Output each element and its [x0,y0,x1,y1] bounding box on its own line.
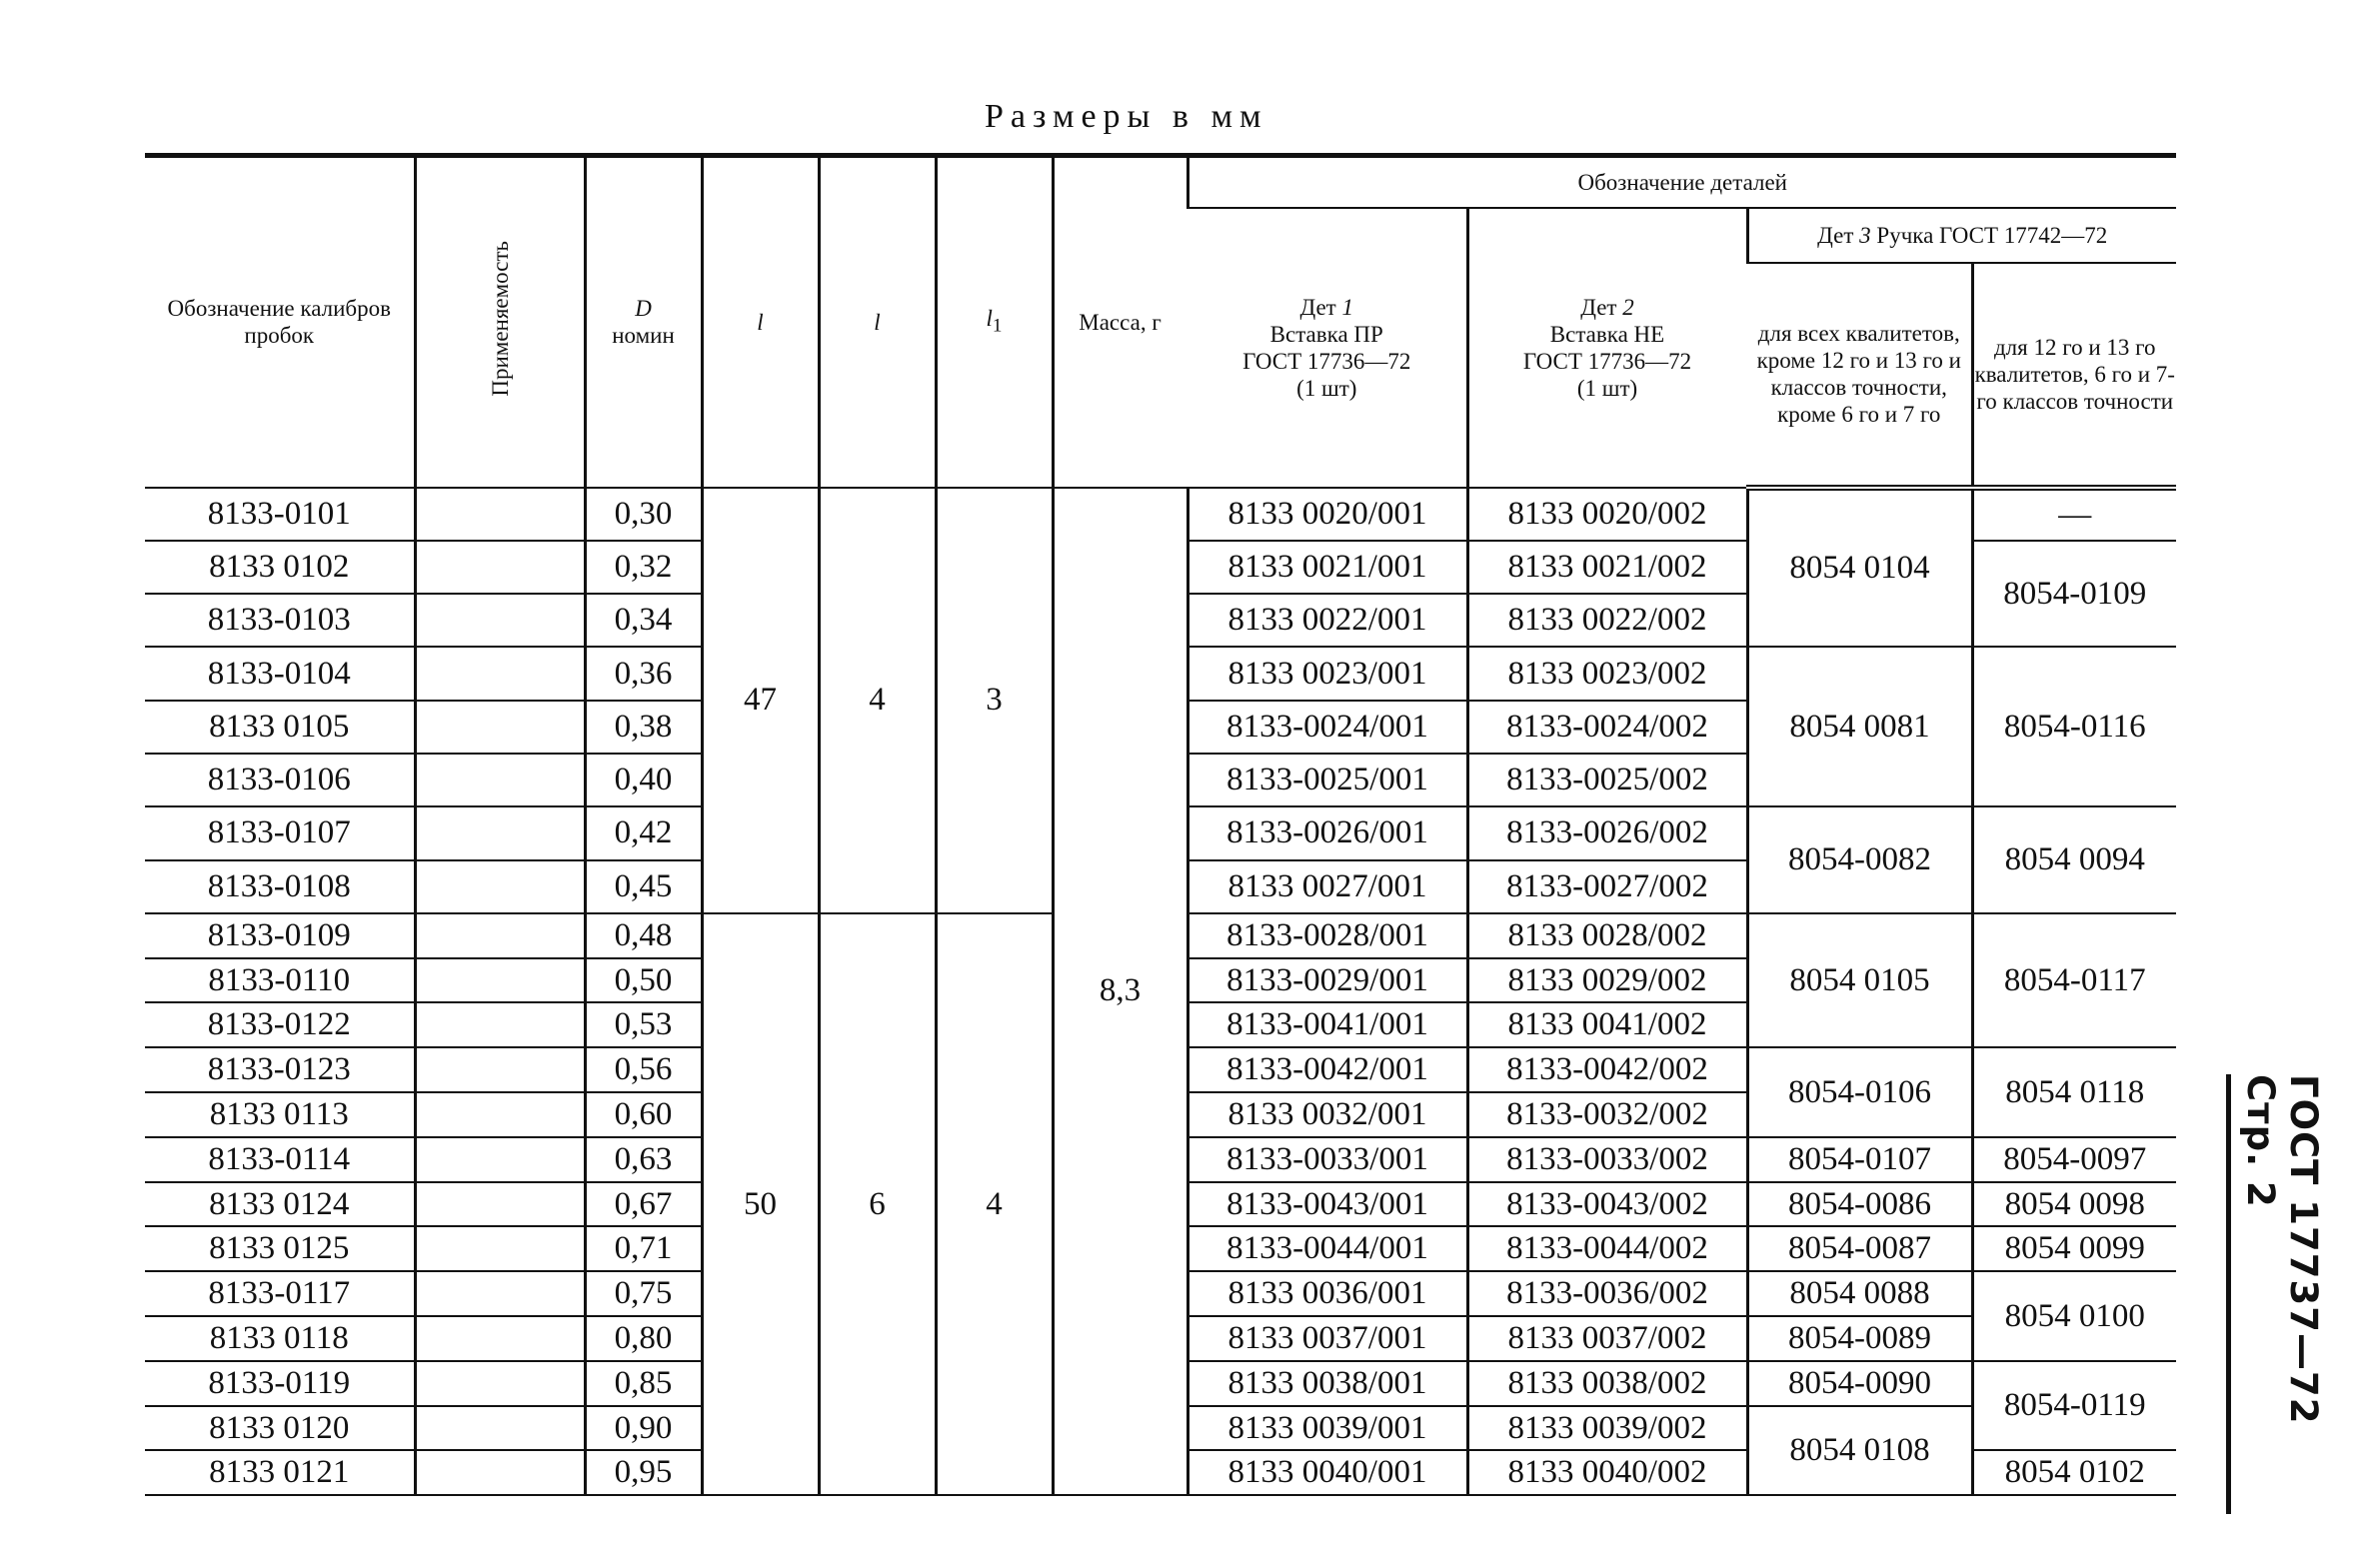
part2-code: 8133-0033/002 [1467,1137,1747,1182]
part1-code: 8133-0024/001 [1187,701,1467,754]
standard-page-number: ГОСТ 17737—72 Стр. 2 [2239,1074,2325,1425]
part2-code: 8133-0027/002 [1467,860,1747,913]
diameter-cell: 0,30 [585,488,702,541]
handle-12-code: 8054-0116 [1972,647,2176,806]
handle-12-code: — [1972,488,2176,541]
part2-code: 8133 0020/002 [1467,488,1747,541]
gauge-code: 8133-0114 [145,1137,415,1182]
part1-code: 8133-0028/001 [1187,913,1467,958]
diameter-cell: 0,45 [585,860,702,913]
header-part3-num: 3 [1859,222,1871,248]
gauge-code: 8133-0101 [145,488,415,541]
header-d-sub: номин [612,323,675,349]
handle-12-code: 8054 0118 [1972,1047,2176,1137]
header-length-l: l [702,156,819,488]
handle-12-code: 8054 0099 [1972,1226,2176,1271]
applicability-cell [415,806,585,859]
part2-code: 8133 0041/002 [1467,1002,1747,1047]
header-part1-name: Вставка ПР [1269,321,1383,347]
gauge-code: 8133 0102 [145,541,415,594]
applicability-cell [415,701,585,754]
applicability-cell [415,860,585,913]
handle-all-code: 8054 0088 [1747,1271,1972,1316]
applicability-cell [415,1361,585,1406]
gauge-code: 8133-0123 [145,1047,415,1092]
table-row [145,488,2176,541]
header-l1-sub: 1 [992,315,1003,337]
handle-all-code: 8054 0105 [1747,913,1972,1047]
part1-code: 8133 0036/001 [1187,1271,1467,1316]
applicability-cell [415,1092,585,1137]
header-part1-num: 1 [1341,294,1353,320]
header-part1-qty: (1 шт) [1296,375,1357,401]
header-length-small-l: l [819,156,936,488]
gauge-code: 8133 0124 [145,1182,415,1227]
handle-12-code: 8054 0102 [1972,1450,2176,1495]
header-part2-label: Дет [1580,294,1623,320]
header-part2-standard: ГОСТ 17736—72 [1522,348,1692,374]
handle-12-code: 8054 0098 [1972,1182,2176,1227]
gauge-code: 8133-0104 [145,647,415,700]
applicability-cell [415,913,585,958]
applicability-cell [415,1182,585,1227]
diameter-cell: 0,32 [585,541,702,594]
applicability-cell [415,754,585,806]
header-length-l1 [936,156,1053,488]
part2-code: 8133 0037/002 [1467,1316,1747,1361]
mass-cell: 8,3 [1053,488,1187,1496]
applicability-cell [415,1137,585,1182]
part2-code: 8133 0022/002 [1467,594,1747,647]
part1-code: 8133-0025/001 [1187,754,1467,806]
part2-code: 8133-0044/002 [1467,1226,1747,1271]
length-l-cell: 50 [702,913,819,1495]
gauge-code: 8133-0107 [145,806,415,859]
header-handle-12: для 12 го и 13 го квалитетов, 6 го и 7-го классов точности [1972,263,2176,488]
part2-code: 8133-0042/002 [1467,1047,1747,1092]
header-part3-name: Ручка ГОСТ 17742—72 [1870,222,2108,248]
handle-all-code: 8054 0108 [1747,1406,1972,1496]
header-part2-qty: (1 шт) [1576,375,1638,401]
applicability-cell [415,958,585,1003]
part2-code: 8133 0021/002 [1467,541,1747,594]
handle-all-code: 8054-0082 [1747,806,1972,913]
header-d-symbol: D [635,296,652,322]
diameter-cell: 0,67 [585,1182,702,1227]
part2-code: 8133 0038/002 [1467,1361,1747,1406]
part1-code: 8133-0044/001 [1187,1226,1467,1271]
handle-all-code: 8054 0081 [1747,647,1972,806]
part1-code: 8133 0039/001 [1187,1406,1467,1451]
applicability-cell [415,541,585,594]
applicability-cell [415,1406,585,1451]
diameter-cell: 0,40 [585,754,702,806]
part1-code: 8133 0023/001 [1187,647,1467,700]
diameter-cell: 0,38 [585,701,702,754]
part2-code: 8133-0043/002 [1467,1182,1747,1227]
length-l1-cell: 3 [936,488,1053,913]
header-part2 [1467,208,1747,488]
part1-code: 8133-0042/001 [1187,1047,1467,1092]
handle-12-code: 8054-0109 [1972,541,2176,648]
part1-code: 8133 0032/001 [1187,1092,1467,1137]
gauge-code: 8133 0113 [145,1092,415,1137]
diameter-cell: 0,60 [585,1092,702,1137]
table-caption: Размеры в мм [985,98,1268,135]
part1-code: 8133 0021/001 [1187,541,1467,594]
handle-all-code: 8054-0090 [1747,1361,1972,1406]
part1-code: 8133-0041/001 [1187,1002,1467,1047]
part2-code: 8133 0029/002 [1467,958,1747,1003]
gauge-code: 8133 0125 [145,1226,415,1271]
diameter-cell: 0,80 [585,1316,702,1361]
header-l1-base: l [986,305,993,331]
header-designation: Обозначение калибров пробок [145,156,415,488]
applicability-cell [415,1226,585,1271]
applicability-cell [415,1002,585,1047]
part2-code: 8133 0028/002 [1467,913,1747,958]
length-l-cell: 47 [702,488,819,913]
part2-code: 8133 0040/002 [1467,1450,1747,1495]
part1-code: 8133-0026/001 [1187,806,1467,859]
part1-code: 8133 0020/001 [1187,488,1467,541]
gauge-code: 8133-0106 [145,754,415,806]
header-part1 [1187,208,1467,488]
handle-all-code: 8054-0106 [1747,1047,1972,1137]
gauge-code: 8133-0117 [145,1271,415,1316]
header-d-nominal [585,156,702,488]
diameter-cell: 0,36 [585,647,702,700]
gauge-code: 8133-0108 [145,860,415,913]
part1-code: 8133 0022/001 [1187,594,1467,647]
length-small-l-cell: 4 [819,488,936,913]
part1-code: 8133 0037/001 [1187,1316,1467,1361]
header-part3 [1747,208,2176,263]
handle-12-code: 8054-0117 [1972,913,2176,1047]
header-part2-name: Вставка НЕ [1549,321,1665,347]
diameter-cell: 0,95 [585,1450,702,1495]
handle-12-code: 8054-0097 [1972,1137,2176,1182]
page-side-label [2226,1074,2325,1514]
part1-code: 8133-0029/001 [1187,958,1467,1003]
handle-all-code: 8054-0089 [1747,1316,1972,1361]
part2-code: 8133 0023/002 [1467,647,1747,700]
applicability-cell [415,594,585,647]
header-parts-title: Обозначение деталей [1187,156,2176,208]
handle-all-code: 8054-0087 [1747,1226,1972,1271]
diameter-cell: 0,90 [585,1406,702,1451]
diameter-cell: 0,48 [585,913,702,958]
gauge-code: 8133-0119 [145,1361,415,1406]
gauge-code: 8133-0122 [145,1002,415,1047]
header-handle-all: для всех квалитетов, кроме 12 го и 13 го и классов точности, кроме 6 го и 7 го [1747,263,1972,488]
gauge-code: 8133 0121 [145,1450,415,1495]
gauge-code: 8133 0118 [145,1316,415,1361]
applicability-cell [415,488,585,541]
gauge-code: 8133-0109 [145,913,415,958]
header-part3-label: Дет [1817,222,1860,248]
applicability-cell [415,1271,585,1316]
gauge-code: 8133 0120 [145,1406,415,1451]
gauge-code: 8133-0103 [145,594,415,647]
diameter-cell: 0,56 [585,1047,702,1092]
handle-all-code: 8054-0107 [1747,1137,1972,1182]
header-applicability [415,156,585,488]
diameter-cell: 0,53 [585,1002,702,1047]
diameter-cell: 0,63 [585,1137,702,1182]
applicability-cell [415,1450,585,1495]
handle-all-code: 8054 0104 [1747,488,1972,648]
handle-12-code: 8054 0100 [1972,1271,2176,1361]
gauge-code: 8133 0105 [145,701,415,754]
diameter-cell: 0,34 [585,594,702,647]
part1-code: 8133 0027/001 [1187,860,1467,913]
diameter-cell: 0,85 [585,1361,702,1406]
diameter-cell: 0,71 [585,1226,702,1271]
diameter-cell: 0,42 [585,806,702,859]
applicability-cell [415,1047,585,1092]
diameter-cell: 0,75 [585,1271,702,1316]
part2-code: 8133-0036/002 [1467,1271,1747,1316]
part1-code: 8133 0040/001 [1187,1450,1467,1495]
header-part1-label: Дет [1299,294,1342,320]
gauge-code: 8133-0110 [145,958,415,1003]
part1-code: 8133 0038/001 [1187,1361,1467,1406]
applicability-cell [415,1316,585,1361]
part2-code: 8133-0024/002 [1467,701,1747,754]
handle-12-code: 8054-0119 [1972,1361,2176,1451]
part2-code: 8133-0032/002 [1467,1092,1747,1137]
header-part1-standard: ГОСТ 17736—72 [1242,348,1411,374]
part1-code: 8133-0043/001 [1187,1182,1467,1227]
part1-code: 8133-0033/001 [1187,1137,1467,1182]
handle-all-code: 8054-0086 [1747,1182,1972,1227]
gauge-spec-table [145,153,2176,1496]
part2-code: 8133-0026/002 [1467,806,1747,859]
part2-code: 8133-0025/002 [1467,754,1747,806]
header-part2-num: 2 [1622,294,1634,320]
part2-code: 8133 0039/002 [1467,1406,1747,1451]
length-small-l-cell: 6 [819,913,936,1495]
applicability-cell [415,647,585,700]
diameter-cell: 0,50 [585,958,702,1003]
handle-12-code: 8054 0094 [1972,806,2176,913]
header-applicability-text: Применяемость [487,241,513,398]
header-mass: Масса, г [1053,156,1187,488]
length-l1-cell: 4 [936,913,1053,1495]
